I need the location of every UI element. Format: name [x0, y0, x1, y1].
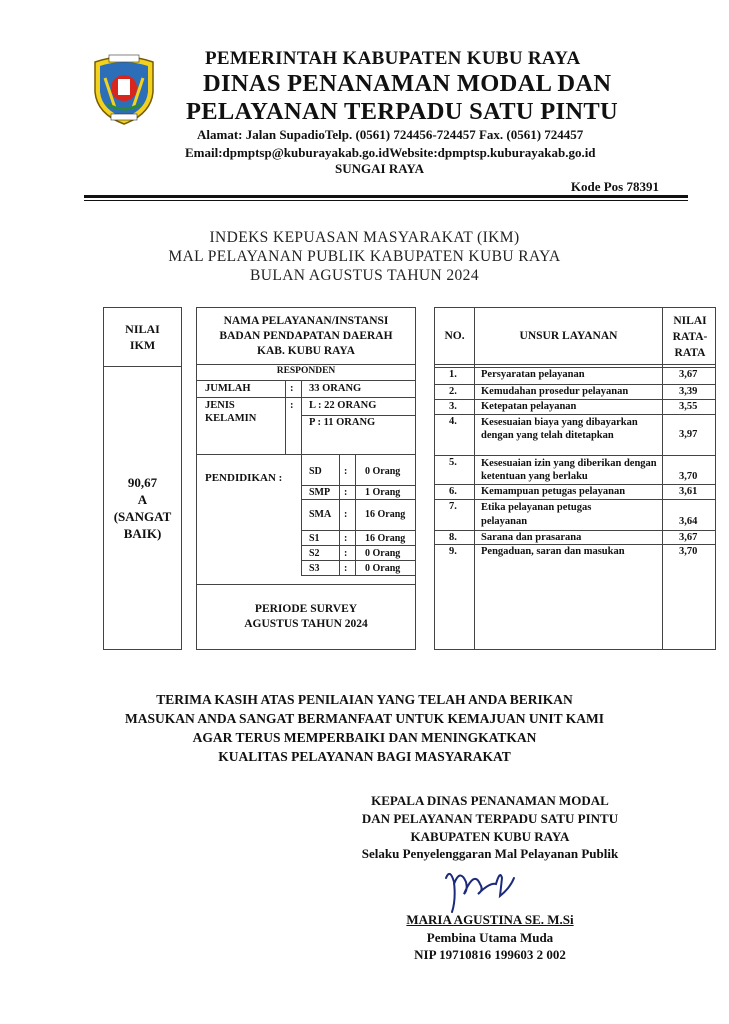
- education-table: SD : 0 Orang SMP : 1 Orang SMA : 16 Orang S1 : 16 Orang S2 : 0 Orang S3 : 0 Orang: [301, 454, 416, 576]
- unsur-name: Sarana dan prasarana: [481, 532, 582, 543]
- thanks-line-2: MASUKAN ANDA SANGAT BERMANFAAT UNTUK KEMAJUAN UNIT KAMI: [125, 711, 604, 726]
- letterhead-rule: [84, 195, 688, 198]
- letterhead-line1: PEMERINTAH KABUPATEN KUBU RAYA: [205, 48, 581, 69]
- letterhead-contact: Email:dpmptsp@kuburayakab.go.idWebsite:dpmptsp.kuburayakab.go.id: [185, 145, 596, 160]
- letterhead-line3: PELAYANAN TERPADU SATU PINTU: [186, 98, 619, 125]
- unsur-value: 3,97: [679, 429, 698, 440]
- thanks-line-3: AGAR TERUS MEMPERBAIKI DAN MENINGKATKAN: [192, 730, 537, 745]
- unsur-value: 3,39: [679, 386, 698, 397]
- unsur-no: 5.: [449, 457, 457, 468]
- ikm-label-2: BAIK): [123, 526, 162, 541]
- service-name-1: NAMA PELAYANAN/INSTANSI: [223, 315, 389, 327]
- period-value: AGUSTUS TAHUN 2024: [244, 618, 368, 630]
- edu-level-sd: SD: [309, 466, 322, 477]
- edu-level-smp: SMP: [309, 487, 331, 498]
- unsur-name: Ketepatan pelayanan: [481, 401, 577, 412]
- edu-count-sd: 0 Orang: [365, 466, 401, 477]
- education-label: PENDIDIKAN :: [205, 472, 283, 484]
- unsur-no: 1.: [449, 369, 457, 380]
- unsur-name: Kesesuaian biaya yang dibayarkan dengan yang telah ditetapkan: [481, 417, 638, 441]
- signer-title-3: KABUPATEN KUBU RAYA: [410, 829, 570, 844]
- unsur-name: Kesesuaian izin yang diberikan dengan ketentuan yang berlaku: [481, 458, 657, 482]
- unsur-name: Pengaduan, saran dan masukan: [481, 546, 625, 557]
- service-name-2: BADAN PENDAPATAN DAERAH: [219, 330, 393, 342]
- jumlah-value: 33 ORANG: [309, 383, 362, 394]
- ikm-box: [103, 307, 182, 650]
- signer-title-2: DAN PELAYANAN TERPADU SATU PINTU: [361, 811, 619, 826]
- gender-label-2: KELAMIN: [205, 413, 257, 424]
- edu-level-s1: S1: [309, 533, 320, 544]
- gender-label-1: JENIS: [205, 400, 235, 411]
- signer-name: MARIA AGUSTINA SE. M.Si: [406, 912, 574, 927]
- col-unsur: UNSUR LAYANAN: [519, 330, 618, 342]
- gender-female: P : 11 ORANG: [309, 417, 376, 428]
- edu-count-s3: 0 Orang: [365, 563, 401, 574]
- letterhead-rule-thin: [84, 200, 688, 201]
- unsur-table: [434, 307, 716, 650]
- edu-count-smp: 1 Orang: [365, 487, 401, 498]
- signer-title-4: Selaku Penyelenggaran Mal Pelayanan Publik: [361, 846, 619, 861]
- unsur-no: 7.: [449, 501, 457, 512]
- ikm-grade: A: [137, 492, 148, 507]
- service-box: NAMA PELAYANAN/INSTANSI BADAN PENDAPATAN DAERAH KAB. KUBU RAYA RESPONDEN JUMLAH : 33 ORANG JENIS KELAMIN : L : 22 ORANG P : 11 ORANG PENDIDIKAN : SD : 0 Orang SMP : 1 Orang SMA : 16 Orang S1 : 16 Orang S2 : 0 Orang S3 : 0 Orang PERIODE SURVEY AGUSTUS TAHUN 2024: [196, 307, 416, 650]
- col-value-1: NILAI: [673, 315, 707, 327]
- unsur-name: Etika pelayanan petugas pelayanan: [481, 502, 592, 527]
- letterhead-address: Alamat: Jalan SupadioTelp. (0561) 724456-724457 Fax. (0561) 724457: [197, 127, 584, 142]
- unsur-value: 3,61: [679, 486, 698, 497]
- unsur-no: 2.: [449, 386, 457, 397]
- edu-count-s2: 0 Orang: [365, 548, 401, 559]
- unsur-value: 3,67: [679, 369, 698, 380]
- col-value-2: RATA-: [672, 331, 708, 343]
- report-title-2: MAL PELAYANAN PUBLIK KABUPATEN KUBU RAYA: [168, 248, 561, 265]
- report-title-3: BULAN AGUSTUS TAHUN 2024: [250, 267, 479, 284]
- signer-rank: Pembina Utama Muda: [426, 930, 554, 945]
- ikm-value: 90,67: [127, 475, 158, 490]
- service-name-3: KAB. KUBU RAYA: [257, 345, 355, 357]
- unsur-no: 4.: [449, 416, 457, 427]
- unsur-no: 6.: [449, 486, 457, 497]
- thanks-line-1: TERIMA KASIH ATAS PENILAIAN YANG TELAH ANDA BERIKAN: [156, 692, 573, 707]
- signer-title-1: KEPALA DINAS PENANAMAN MODAL: [371, 793, 609, 808]
- unsur-name: Kemudahan prosedur pelayanan: [481, 386, 629, 397]
- signer-nip: NIP 19710816 199603 2 002: [414, 947, 566, 962]
- ikm-header-2: IKM: [129, 338, 156, 352]
- edu-count-s1: 16 Orang: [365, 533, 406, 544]
- edu-level-sma: SMA: [309, 509, 332, 520]
- report-title-1: INDEKS KEPUASAN MASYARAKAT (IKM): [209, 229, 520, 246]
- letterhead-postcode: Kode Pos 78391: [570, 179, 659, 194]
- ikm-label-1: (SANGAT: [113, 509, 172, 524]
- edu-level-s2: S2: [309, 548, 320, 559]
- unsur-no: 9.: [449, 546, 457, 557]
- edu-level-s3: S3: [309, 563, 320, 574]
- handwritten-signature: [440, 860, 530, 915]
- jumlah-label: JUMLAH: [205, 383, 251, 394]
- letterhead-line2: DINAS PENANAMAN MODAL DAN: [203, 70, 612, 97]
- unsur-name: Kemampuan petugas pelayanan: [481, 486, 626, 497]
- unsur-value: 3,70: [679, 471, 698, 482]
- col-value-3: RATA: [674, 347, 706, 359]
- unsur-name: Persyaratan pelayanan: [481, 369, 585, 380]
- gender-male: L : 22 ORANG: [309, 400, 377, 411]
- period-label: PERIODE SURVEY: [254, 603, 358, 615]
- unsur-no: 8.: [449, 532, 457, 543]
- unsur-value: 3,55: [679, 401, 698, 412]
- responden-header: RESPONDEN: [276, 366, 336, 376]
- ikm-header-1: NILAI: [125, 322, 160, 336]
- unsur-value: 3,67: [679, 532, 698, 543]
- col-no: NO.: [444, 330, 465, 342]
- unsur-no: 3.: [449, 401, 457, 412]
- thanks-line-4: KUALITAS PELAYANAN BAGI MASYARAKAT: [218, 749, 511, 764]
- edu-count-sma: 16 Orang: [365, 509, 406, 520]
- letterhead-city: SUNGAI RAYA: [335, 161, 424, 176]
- unsur-value: 3,64: [679, 516, 698, 527]
- unsur-value: 3,70: [679, 546, 698, 557]
- regency-logo: [91, 52, 157, 126]
